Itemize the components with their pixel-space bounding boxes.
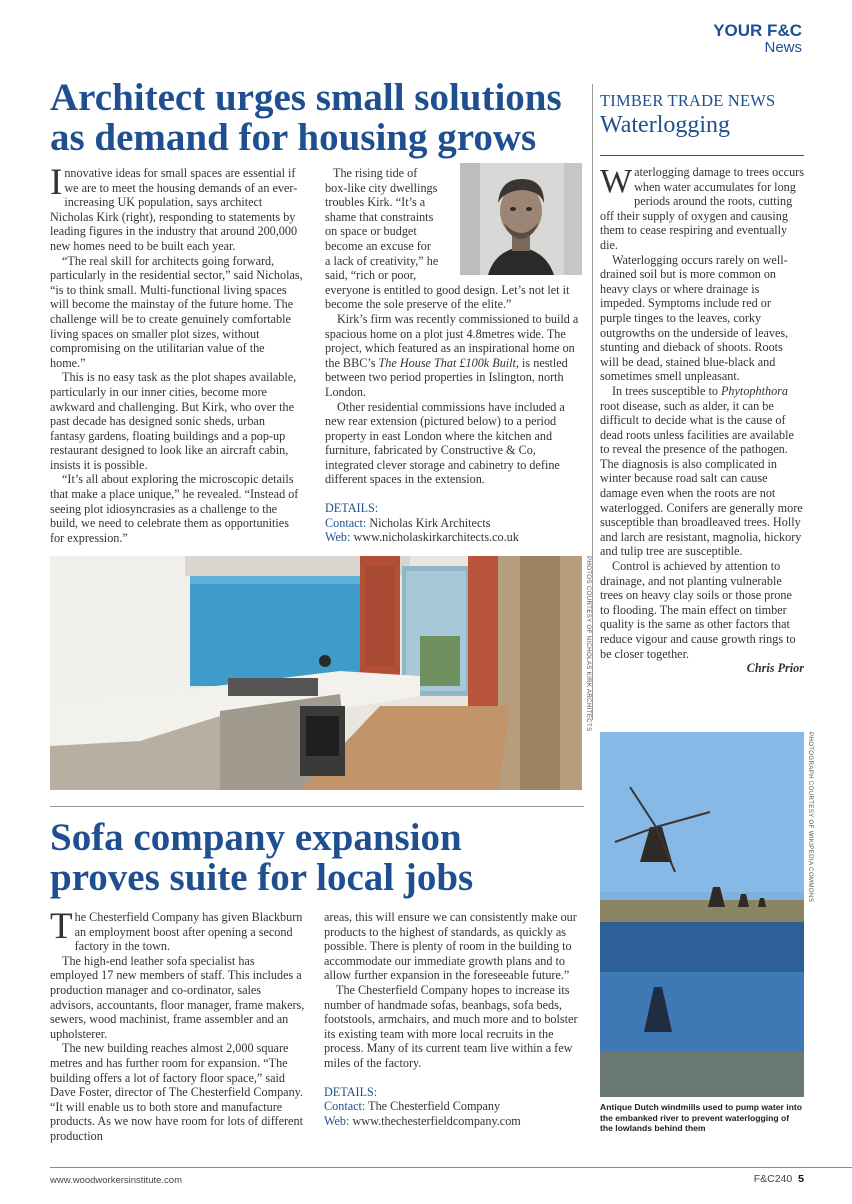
article1-dropcap: I	[50, 162, 63, 203]
narrow-line: a lack of creativity,” he	[325, 253, 439, 268]
narrow-line: troubles Kirk. “It’s a	[325, 195, 426, 210]
article2-para2: The high-end leather sofa specialist has employed 17 new members of staff. This includes a production manager and co-ordinator, sales advisors, accountants, floor manager, frame makers, sewers, wood machinist, frame assembler and an upholsterer.	[50, 953, 305, 1041]
article1-para5: everyone is entitled to good design. Let’s not let it become the sole preserve of the elite.”	[325, 282, 570, 312]
article1-para3: This is no easy task as the plot shapes available, particularly in our inner cities, become more awkward and challenging. But Kirk, who over the past decade has designed sonic sheds, urban fantasy gardens, floating buildings and a pop-up restaurant designed to look like an aircraft cabin, insists it is possible.	[50, 370, 297, 472]
article2-web[interactable]: Web: www.thechesterfieldcompany.com	[324, 1113, 521, 1128]
windmill-caption: Antique Dutch windmills used to pump water into the embanked river to prevent waterlogging of the lowlands behind them	[600, 1102, 802, 1134]
sidebar-header	[600, 91, 810, 140]
kitchen-photo-credit: PHOTOS COURTESY OF NICHOLAS KIRK ARCHITECTS	[585, 556, 592, 732]
footer-rule	[50, 1167, 852, 1168]
article1-web-link[interactable]: www.nicholaskirkarchitects.co.uk	[350, 530, 519, 545]
article2-para3: The new building reaches almost 2,000 square metres and has further room for expansion. “The building offers a lot of factory floor space,” said Dave Foster, director of The Chesterfield Company. “It will enable us to both store and manufacture products. As we now have room for lots of different production	[50, 1041, 304, 1143]
phytophthora: Phytophthora	[720, 383, 789, 398]
sidebar-para3: root disease, such as alder, it can be difficult to decide what is the cause of dead roots unless facilities are available to reveal the presence of the pathogen. The diagnosis is also complicated in winter because road salt can cause damage even when the roots are not waterlogged. Conifers are generally more susceptible than broadleaved trees. Holly and larch are resistant, magnolia, hickory and tulip tree are susceptible.	[600, 398, 803, 559]
footer-page-number: 5	[798, 1173, 804, 1185]
narrow-line: become an excuse for	[325, 238, 431, 253]
article2-col1	[50, 906, 305, 1144]
sidebar-body: Waterlogging damage to trees occurs when water accumulates for long periods around the roots, cutting off their supply of oxygen and causing them to cease respiring and eventually die. Waterlogging occurs rarely on well-drained soil but is more common on heavy clays or where drainage is impeded. Symptoms include red or purple tinges to the leaves, corky outgrowths on the underside of leaves, stunting and dieback of shoots. Roots will be dead, stained blue-black and sometimes smell unpleasant. In trees susceptible to Phytophthora root disease, such as alder, it can be difficult to decide what is the cause of dead roots unless facilities are available to reveal the presence of the pathogen. The diagnosis is also complicated in winter because road salt can cause damage even when the roots are not waterlogged. Conifers are generally more susceptible than broadleaved trees. Holly and larch are resistant, magnolia, hickory and tulip tree are susceptible. Control is achieved by attention to drainage, and not planting vulnerable trees on heavy clay soils or those prone to flooding. The main effect on timber quality is the same as other factors that reduce vigour and cause growth rings to be closer together. Chris Prior	[600, 163, 804, 676]
article2-details-heading: DETAILS:	[324, 1084, 378, 1099]
article2-para5: The Chesterfield Company hopes to increase its number of handmade sofas, beanbags, sofa beds, footstools, armchairs, and much more and to bolster its existing team with more local recruits in the process. Many of its current team live within a few miles of the factory.	[324, 982, 578, 1070]
section-label: YOUR F&C	[713, 21, 802, 40]
article2-headline-line2: proves suite for local jobs	[50, 856, 474, 899]
footer-url[interactable]: www.woodworkersinstitute.com	[50, 1175, 182, 1186]
sidebar-author: Chris Prior	[746, 661, 804, 676]
article1-headline-line1: Architect urges small solutions	[50, 76, 562, 119]
article2-para1: he Chesterfield Company has given Blackburn an employment boost after opening a second factory in the town.	[74, 910, 303, 954]
kitchen-photo	[50, 556, 582, 790]
sidebar-para1: aterlogging damage to trees occurs when water accumulates for long periods around the roots, cutting off their supply of oxygen and causing them to cease respiring and eventually die.	[600, 165, 804, 252]
portrait-photo	[460, 163, 582, 275]
article2-col2	[324, 910, 586, 1128]
narrow-line: on space or budget	[325, 224, 417, 239]
sidebar-dropcap: W	[600, 163, 633, 200]
show-title: The House That £100k Built,	[378, 355, 519, 370]
narrow-line: The rising tide of	[333, 166, 418, 180]
article1-para1: nnovative ideas for small spaces are essential if we are to meet the housing demands of an ever-increasing UK population, says architect Nicholas Kirk (right), responding to statements by leading figures in the industry that around 200,000 new homes need to be built each year.	[50, 166, 298, 253]
article2-contact: Contact: The Chesterfield Company	[324, 1099, 501, 1114]
sidebar-para2: Waterlogging occurs rarely on well-drained soil but is more common on heavy clays or where drainage is impeded. Symptoms include red or purple tinges to the leaves, corky outgrowths on the underside of leaves, stunting and dieback of shoots. Roots will be dead, stained blue-black and sometimes smell unpleasant.	[600, 252, 789, 384]
footer-page-info	[754, 1173, 804, 1185]
sidebar-kicker: TIMBER TRADE NEWS	[600, 91, 776, 110]
narrow-line: said, “rich or poor,	[325, 268, 417, 283]
footer-issue: F&C240	[753, 1173, 793, 1185]
article1-web[interactable]: Web: www.nicholaskirkarchitects.co.uk	[325, 530, 519, 545]
article1-para4: “It’s all about exploring the microscopic details that make a place unique,” he revealed. “Instead of seeing plot idiosyncrasies as a challenge to the build, we need to celebrate them as opportunities for expression.”	[50, 472, 299, 545]
article1-para6: Kirk’s firm was recently commissioned to build a spacious home on a plot just 4.8metres wide. The project, which featured as an inspirational home on the BBC’s	[325, 311, 579, 370]
narrow-line: box-like city dwellings	[325, 180, 438, 195]
section-header	[713, 22, 802, 56]
column-divider	[592, 84, 593, 720]
article1-para2: “The real skill for architects going forward, particularly in the residential sector,” said Nicholas, “is to think small. Multi-functional living spaces will become the mainstay of the future home. The challenge will be to create genuinely comfortable living spaces on smaller plot sizes, without compromising on the utilitarian value of the home.”	[50, 253, 303, 370]
article1-contact: Contact: Nicholas Kirk Architects	[325, 515, 491, 530]
subsection-label: News	[764, 39, 802, 56]
sidebar-title: Waterlogging	[600, 112, 731, 138]
article2-dropcap: T	[50, 906, 73, 947]
article1-headline-line2: as demand for housing grows	[50, 116, 537, 159]
show-after: is nestled between two period properties in Islington, north London.	[325, 355, 568, 399]
article2-headline-line1: Sofa company expansion	[50, 816, 462, 859]
sidebar-para4: Control is achieved by attention to drainage, and not planting vulnerable trees on heavy clay soils or those prone to flooding. The main effect on timber quality is the same as other factors that reduce vigour and cause growth rings to be closer together.	[600, 559, 796, 661]
narrow-line: shame that constraints	[325, 209, 434, 224]
article1-headline	[50, 78, 590, 158]
article1-narrow-block	[325, 166, 460, 283]
article2-para4: areas, this will ensure we can consistently make our products to the highest of standards, as quickly as possible. There is plenty of room in the building to accommodate our immediate growth plans and to allow further expansion in the foreseeable future.”	[324, 910, 577, 983]
article1-details-heading: DETAILS:	[325, 501, 379, 516]
sidebar-rule	[600, 155, 804, 156]
article2-web-link[interactable]: www.thechesterfieldcompany.com	[349, 1113, 521, 1128]
article1-para7: Other residential commissions have included a new rear extension (pictured below) to a period property in east London where the kitchen and furniture, fabricated by Constructive & Co, integrated clever storage and cabinetry to define different spaces in the extension.	[325, 399, 565, 487]
windmill-photo-credit: PHOTOGRAPH COURTESY OF WIKIPEDIA COMMONS	[807, 732, 814, 903]
article2-divider	[50, 806, 584, 807]
article2-headline	[50, 818, 590, 898]
windmill-photo	[600, 732, 804, 1097]
article1-col1	[50, 162, 303, 545]
